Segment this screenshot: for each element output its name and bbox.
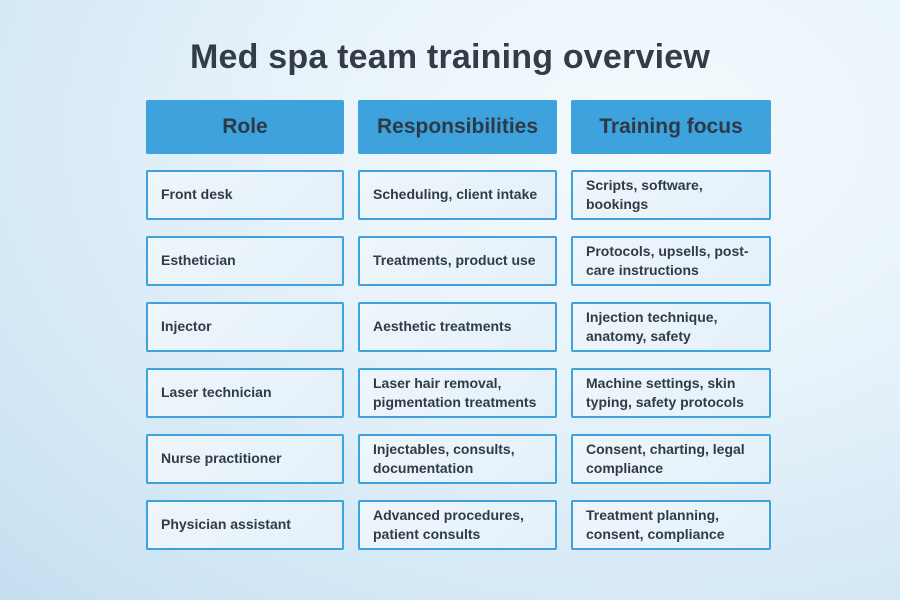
training-focus-cell: Consent, charting, legal compliance (571, 434, 771, 484)
responsibilities-cell: Injectables, consults, documentation (358, 434, 557, 484)
column-header-training-focus: Training focus (571, 100, 771, 154)
training-overview-table (146, 100, 900, 550)
role-cell: Nurse practitioner (146, 434, 344, 484)
responsibilities-cell: Treatments, product use (358, 236, 557, 286)
role-cell: Laser technician (146, 368, 344, 418)
training-focus-cell: Machine settings, skin typing, safety protocols (571, 368, 771, 418)
column-header-responsibilities: Responsibilities (358, 100, 557, 154)
training-focus-cell: Scripts, software, bookings (571, 170, 771, 220)
column-header-role: Role (146, 100, 344, 154)
responsibilities-cell: Scheduling, client intake (358, 170, 557, 220)
responsibilities-cell: Laser hair removal, pigmentation treatments (358, 368, 557, 418)
role-cell: Injector (146, 302, 344, 352)
responsibilities-cell: Aesthetic treatments (358, 302, 557, 352)
training-focus-cell: Injection technique, anatomy, safety (571, 302, 771, 352)
training-focus-cell: Treatment planning, consent, compliance (571, 500, 771, 550)
responsibilities-cell: Advanced procedures, patient consults (358, 500, 557, 550)
role-cell: Front desk (146, 170, 344, 220)
page-title: Med spa team training overview (190, 38, 710, 76)
role-cell: Esthetician (146, 236, 344, 286)
role-cell: Physician assistant (146, 500, 344, 550)
training-focus-cell: Protocols, upsells, post-care instructions (571, 236, 771, 286)
